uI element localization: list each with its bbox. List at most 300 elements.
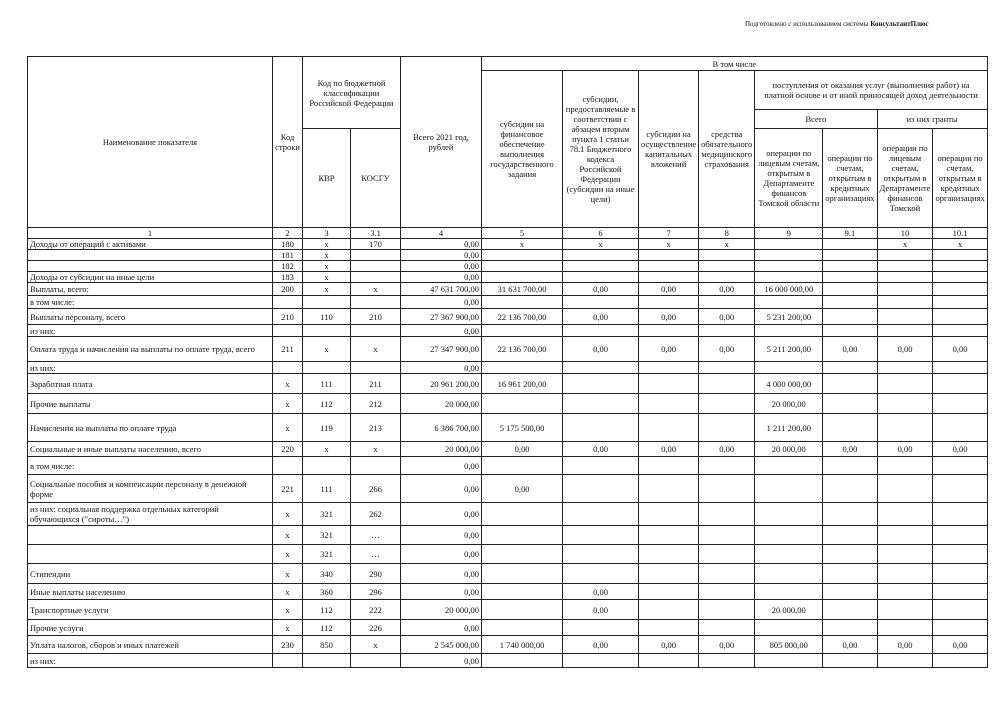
kosgu-cell <box>351 325 401 337</box>
subsidy-other-cell <box>563 362 639 374</box>
med-insurance-cell <box>699 620 755 636</box>
grant-credit-cell <box>933 457 987 475</box>
kvr-cell <box>303 654 351 668</box>
top-note-brand: КонсультантПлюс <box>870 20 929 28</box>
subsidy-other-cell <box>563 261 639 272</box>
ops-dept-cell: 5 211 200,00 <box>755 337 823 362</box>
subsidy-task-cell: 5 175 500,00 <box>482 414 563 442</box>
med-insurance-cell <box>699 545 755 564</box>
row-code-cell: x <box>273 620 303 636</box>
grant-credit-cell <box>933 414 987 442</box>
subsidy-task-cell <box>482 620 563 636</box>
subsidy-capital-cell: 0,00 <box>639 442 699 457</box>
indicator-name-cell: Выплаты персоналу, всего <box>28 309 273 325</box>
row-code-cell: 200 <box>273 283 303 296</box>
col-number: 9.1 <box>823 228 877 239</box>
indicator-name-cell <box>28 261 273 272</box>
ops-dept-cell: 20 000,00 <box>755 442 823 457</box>
table-row <box>28 309 988 325</box>
kosgu-cell <box>351 362 401 374</box>
ops-dept-cell: 4 000 000,00 <box>755 374 823 394</box>
subsidy-task-cell: 16 961 200,00 <box>482 374 563 394</box>
subsidy-task-cell: 1 740 000,00 <box>482 636 563 654</box>
grant-credit-cell <box>933 309 987 325</box>
header-grants: из них гранты <box>877 110 987 129</box>
ops-dept-cell: 20 000,00 <box>755 394 823 414</box>
table-row <box>28 394 988 414</box>
kosgu-cell: … <box>351 545 401 564</box>
kvr-cell: 111 <box>303 374 351 394</box>
grant-credit-cell <box>933 250 987 261</box>
ops-dept-cell: 16 000 000,00 <box>755 283 823 296</box>
indicator-name-cell: Оплата труда и начисления на выплаты по оплате труда, всего <box>28 337 273 362</box>
row-code-cell: 180 <box>273 239 303 250</box>
grant-credit-cell <box>933 296 987 309</box>
subsidy-capital-cell <box>639 600 699 620</box>
subsidy-capital-cell <box>639 457 699 475</box>
ops-dept-cell <box>755 620 823 636</box>
ops-credit-cell <box>823 475 877 503</box>
kosgu-cell: 262 <box>351 503 401 526</box>
subsidy-other-cell: 0,00 <box>563 600 639 620</box>
row-code-cell <box>273 296 303 309</box>
table-row <box>28 457 988 475</box>
table-row <box>28 296 988 309</box>
kvr-cell <box>303 362 351 374</box>
table-row <box>28 545 988 564</box>
ops-credit-cell <box>823 545 877 564</box>
subsidy-task-cell <box>482 526 563 545</box>
indicator-name-cell: Иные выплаты населению <box>28 584 273 600</box>
budget-table <box>27 56 988 668</box>
total-cell: 2 545 000,00 <box>401 636 482 654</box>
kosgu-cell: 213 <box>351 414 401 442</box>
grant-dept-cell <box>877 620 933 636</box>
kosgu-cell: 211 <box>351 374 401 394</box>
indicator-name-cell: Доходы от операций с активами <box>28 239 273 250</box>
grant-credit-cell <box>933 564 987 584</box>
header-med-insurance: средства обязательного медицинского страхования <box>699 71 755 228</box>
header-grant-dept: операции по лицевым счетам, открытым в Департаменте финансов Томской <box>877 129 933 228</box>
kvr-cell: 119 <box>303 414 351 442</box>
grant-dept-cell <box>877 457 933 475</box>
ops-dept-cell <box>755 272 823 283</box>
kvr-cell: 112 <box>303 600 351 620</box>
row-code-cell: x <box>273 600 303 620</box>
subsidy-capital-cell: x <box>639 239 699 250</box>
kvr-cell: 321 <box>303 545 351 564</box>
med-insurance-cell: 0,00 <box>699 442 755 457</box>
subsidy-capital-cell: 0,00 <box>639 309 699 325</box>
kvr-cell: x <box>303 442 351 457</box>
col-number: 2 <box>273 228 303 239</box>
total-cell: 0,00 <box>401 325 482 337</box>
indicator-name-cell <box>28 526 273 545</box>
grant-credit-cell <box>933 272 987 283</box>
grant-dept-cell <box>877 503 933 526</box>
med-insurance-cell <box>699 503 755 526</box>
kosgu-cell: 222 <box>351 600 401 620</box>
subsidy-other-cell <box>563 475 639 503</box>
row-code-cell <box>273 457 303 475</box>
subsidy-other-cell: 0,00 <box>563 337 639 362</box>
subsidy-capital-cell <box>639 564 699 584</box>
indicator-name-cell: Социальные пособия и компенсации персоналу в денежной форме <box>28 475 273 503</box>
grant-credit-cell <box>933 545 987 564</box>
row-code-cell: x <box>273 394 303 414</box>
total-cell: 0,00 <box>401 272 482 283</box>
table-row <box>28 600 988 620</box>
row-code-cell: 230 <box>273 636 303 654</box>
header-grant-credit: операции по счетам, открытым в кредитных организациях <box>933 129 987 228</box>
med-insurance-cell <box>699 584 755 600</box>
grant-credit-cell <box>933 394 987 414</box>
total-cell: 0,00 <box>401 564 482 584</box>
subsidy-task-cell <box>482 250 563 261</box>
grant-dept-cell <box>877 414 933 442</box>
subsidy-task-cell: 31 631 700,00 <box>482 283 563 296</box>
row-code-cell: 183 <box>273 272 303 283</box>
kosgu-cell: 226 <box>351 620 401 636</box>
subsidy-other-cell <box>563 503 639 526</box>
subsidy-other-cell <box>563 457 639 475</box>
grant-credit-cell: x <box>933 239 987 250</box>
indicator-name-cell: Выплаты, всего: <box>28 283 273 296</box>
kvr-cell: x <box>303 272 351 283</box>
ops-dept-cell <box>755 545 823 564</box>
ops-dept-cell: 20 000,00 <box>755 600 823 620</box>
ops-credit-cell <box>823 362 877 374</box>
subsidy-capital-cell <box>639 272 699 283</box>
header-subsidy-other: субсидии, предоставляемые в соответствии с абзацем вторым пункта 1 статьи 78.1 Бюджетного кодекса Российской Федерации (субсидии на иные цели) <box>563 71 639 228</box>
grant-credit-cell <box>933 654 987 668</box>
grant-credit-cell <box>933 283 987 296</box>
ops-dept-cell: 5 231 200,00 <box>755 309 823 325</box>
subsidy-task-cell <box>482 296 563 309</box>
subsidy-other-cell <box>563 564 639 584</box>
subsidy-task-cell: x <box>482 239 563 250</box>
indicator-name-cell: из них: <box>28 654 273 668</box>
table-row <box>28 362 988 374</box>
table-row <box>28 325 988 337</box>
kosgu-cell <box>351 272 401 283</box>
subsidy-task-cell: 0,00 <box>482 442 563 457</box>
header-subsidy-capital: субсидии на осуществление капитальных вложений <box>639 71 699 228</box>
table-row <box>28 272 988 283</box>
kosgu-cell <box>351 296 401 309</box>
table-row <box>28 250 988 261</box>
ops-credit-cell <box>823 584 877 600</box>
subsidy-capital-cell <box>639 545 699 564</box>
subsidy-capital-cell: 0,00 <box>639 636 699 654</box>
indicator-name-cell: из них: <box>28 362 273 374</box>
ops-credit-cell <box>823 394 877 414</box>
header-budget-class: Код по бюджетной классификации Российской Федерации <box>303 57 401 129</box>
indicator-name-cell: Начисления на выплаты по оплате труда <box>28 414 273 442</box>
grant-dept-cell: 0,00 <box>877 337 933 362</box>
subsidy-other-cell: 0,00 <box>563 636 639 654</box>
med-insurance-cell: 0,00 <box>699 636 755 654</box>
row-code-cell: x <box>273 564 303 584</box>
kvr-cell: 112 <box>303 394 351 414</box>
header-code: Код строки <box>273 57 303 228</box>
header-kvr: КВР <box>303 129 351 228</box>
subsidy-task-cell: 0,00 <box>482 475 563 503</box>
row-code-cell: x <box>273 374 303 394</box>
indicator-name-cell: Уплата налогов, сборов и иных платежей <box>28 636 273 654</box>
row-code-cell: x <box>273 414 303 442</box>
indicator-name-cell: в том числе: <box>28 457 273 475</box>
col-number: 5 <box>482 228 563 239</box>
subsidy-task-cell <box>482 564 563 584</box>
subsidy-other-cell: x <box>563 239 639 250</box>
ops-dept-cell <box>755 654 823 668</box>
subsidy-task-cell <box>482 654 563 668</box>
subsidy-task-cell <box>482 394 563 414</box>
ops-credit-cell <box>823 414 877 442</box>
row-code-cell: x <box>273 526 303 545</box>
kosgu-cell: x <box>351 337 401 362</box>
subsidy-other-cell <box>563 526 639 545</box>
kvr-cell: x <box>303 250 351 261</box>
table-row <box>28 239 988 250</box>
ops-credit-cell <box>823 272 877 283</box>
subsidy-task-cell: 22 136 700,00 <box>482 309 563 325</box>
indicator-name-cell: Заработная плата <box>28 374 273 394</box>
subsidy-capital-cell: 0,00 <box>639 283 699 296</box>
grant-dept-cell <box>877 272 933 283</box>
table-header <box>28 57 988 239</box>
header-name: Наименование показателя <box>28 57 273 228</box>
kvr-cell: 112 <box>303 620 351 636</box>
ops-credit-cell <box>823 325 877 337</box>
grant-dept-cell <box>877 362 933 374</box>
header-ops-dept: операции по лицевым счетам, открытым в Департаменте финансов Томской области <box>755 129 823 228</box>
ops-dept-cell <box>755 475 823 503</box>
indicator-name-cell <box>28 250 273 261</box>
subsidy-capital-cell <box>639 620 699 636</box>
table-row <box>28 283 988 296</box>
header-ops-credit: операции по счетам, открытым в кредитных организациях <box>823 129 877 228</box>
col-number: 8 <box>699 228 755 239</box>
total-cell: 0,00 <box>401 261 482 272</box>
kosgu-cell: 170 <box>351 239 401 250</box>
ops-credit-cell <box>823 261 877 272</box>
kvr-cell <box>303 296 351 309</box>
total-cell: 27 347 900,00 <box>401 337 482 362</box>
indicator-name-cell: Прочие услуги <box>28 620 273 636</box>
grant-credit-cell: 0,00 <box>933 636 987 654</box>
grant-dept-cell: 0,00 <box>877 442 933 457</box>
total-cell: 0,00 <box>401 362 482 374</box>
subsidy-capital-cell <box>639 374 699 394</box>
ops-credit-cell: 0,00 <box>823 636 877 654</box>
row-code-cell: 182 <box>273 261 303 272</box>
indicator-name-cell: Социальные и иные выплаты населению, всего <box>28 442 273 457</box>
ops-credit-cell: 0,00 <box>823 442 877 457</box>
med-insurance-cell <box>699 600 755 620</box>
row-code-cell: 211 <box>273 337 303 362</box>
col-number: 3.1 <box>351 228 401 239</box>
subsidy-task-cell <box>482 272 563 283</box>
header-all: Всего <box>755 110 877 129</box>
grant-credit-cell <box>933 325 987 337</box>
subsidy-capital-cell <box>639 503 699 526</box>
col-number: 9 <box>755 228 823 239</box>
subsidy-capital-cell <box>639 394 699 414</box>
total-cell: 0,00 <box>401 239 482 250</box>
total-cell: 0,00 <box>401 250 482 261</box>
subsidy-task-cell <box>482 545 563 564</box>
grant-dept-cell <box>877 526 933 545</box>
total-cell: 6 386 700,00 <box>401 414 482 442</box>
subsidy-capital-cell <box>639 526 699 545</box>
grant-dept-cell <box>877 250 933 261</box>
table-row <box>28 261 988 272</box>
indicator-name-cell <box>28 545 273 564</box>
kvr-cell <box>303 457 351 475</box>
column-numbers-row <box>28 228 988 239</box>
ops-dept-cell: 1 211 200,00 <box>755 414 823 442</box>
med-insurance-cell: 0,00 <box>699 283 755 296</box>
ops-dept-cell <box>755 325 823 337</box>
total-cell: 20 000,00 <box>401 600 482 620</box>
ops-dept-cell <box>755 250 823 261</box>
grant-dept-cell: 0,00 <box>877 636 933 654</box>
kvr-cell: x <box>303 337 351 362</box>
kvr-cell: x <box>303 239 351 250</box>
subsidy-other-cell <box>563 374 639 394</box>
table-row <box>28 584 988 600</box>
kosgu-cell: 266 <box>351 475 401 503</box>
med-insurance-cell: 0,00 <box>699 309 755 325</box>
ops-credit-cell <box>823 457 877 475</box>
ops-dept-cell <box>755 296 823 309</box>
subsidy-capital-cell <box>639 654 699 668</box>
grant-dept-cell <box>877 309 933 325</box>
med-insurance-cell <box>699 414 755 442</box>
row-code-cell: 181 <box>273 250 303 261</box>
ops-dept-cell <box>755 584 823 600</box>
ops-credit-cell <box>823 654 877 668</box>
total-cell: 47 631 700,00 <box>401 283 482 296</box>
header-paid-services: поступления от оказания услуг (выполнения работ) на платной основе и от иной приносящей доход деятельности <box>755 71 987 110</box>
med-insurance-cell <box>699 374 755 394</box>
ops-credit-cell <box>823 283 877 296</box>
ops-credit-cell <box>823 239 877 250</box>
med-insurance-cell <box>699 325 755 337</box>
subsidy-other-cell <box>563 414 639 442</box>
table-row <box>28 636 988 654</box>
col-number: 3 <box>303 228 351 239</box>
table-row <box>28 503 988 526</box>
indicator-name-cell: Доходы от субсидии на иные цели <box>28 272 273 283</box>
grant-dept-cell <box>877 584 933 600</box>
grant-dept-cell <box>877 394 933 414</box>
kosgu-cell <box>351 457 401 475</box>
subsidy-other-cell <box>563 394 639 414</box>
row-code-cell: 220 <box>273 442 303 457</box>
kvr-cell: 850 <box>303 636 351 654</box>
grant-credit-cell <box>933 526 987 545</box>
grant-dept-cell <box>877 261 933 272</box>
subsidy-capital-cell <box>639 362 699 374</box>
kvr-cell: 111 <box>303 475 351 503</box>
total-cell: 0,00 <box>401 526 482 545</box>
med-insurance-cell <box>699 394 755 414</box>
ops-dept-cell <box>755 503 823 526</box>
subsidy-capital-cell <box>639 584 699 600</box>
table-row <box>28 526 988 545</box>
grant-dept-cell <box>877 283 933 296</box>
ops-dept-cell <box>755 526 823 545</box>
ops-dept-cell <box>755 457 823 475</box>
grant-dept-cell <box>877 564 933 584</box>
subsidy-task-cell <box>482 325 563 337</box>
row-code-cell <box>273 325 303 337</box>
subsidy-capital-cell <box>639 325 699 337</box>
total-cell: 20 000,00 <box>401 442 482 457</box>
subsidy-task-cell <box>482 584 563 600</box>
row-code-cell: x <box>273 503 303 526</box>
subsidy-task-cell: 22 136 700,00 <box>482 337 563 362</box>
kvr-cell: x <box>303 261 351 272</box>
table-row <box>28 442 988 457</box>
ops-credit-cell <box>823 296 877 309</box>
subsidy-other-cell: 0,00 <box>563 584 639 600</box>
table-row <box>28 620 988 636</box>
col-number: 7 <box>639 228 699 239</box>
ops-dept-cell <box>755 564 823 584</box>
subsidy-other-cell <box>563 250 639 261</box>
grant-credit-cell <box>933 362 987 374</box>
med-insurance-cell <box>699 296 755 309</box>
subsidy-task-cell <box>482 600 563 620</box>
kvr-cell: 340 <box>303 564 351 584</box>
kosgu-cell <box>351 261 401 272</box>
subsidy-other-cell <box>563 654 639 668</box>
indicator-name-cell: Стипендии <box>28 564 273 584</box>
subsidy-capital-cell <box>639 414 699 442</box>
indicator-name-cell: в том числе: <box>28 296 273 309</box>
ops-credit-cell: 0,00 <box>823 337 877 362</box>
table-row <box>28 414 988 442</box>
kvr-cell: 110 <box>303 309 351 325</box>
col-number: 10.1 <box>933 228 987 239</box>
ops-credit-cell <box>823 526 877 545</box>
row-code-cell <box>273 654 303 668</box>
grant-credit-cell <box>933 374 987 394</box>
total-cell: 0,00 <box>401 475 482 503</box>
grant-dept-cell <box>877 296 933 309</box>
kosgu-cell: … <box>351 526 401 545</box>
med-insurance-cell <box>699 272 755 283</box>
subsidy-other-cell: 0,00 <box>563 283 639 296</box>
header-kosgu: КОСГУ <box>351 129 401 228</box>
row-code-cell: 210 <box>273 309 303 325</box>
ops-dept-cell <box>755 362 823 374</box>
med-insurance-cell <box>699 362 755 374</box>
row-code-cell: x <box>273 584 303 600</box>
top-note <box>745 20 975 28</box>
header-including: В том числе <box>482 57 988 71</box>
subsidy-other-cell: 0,00 <box>563 442 639 457</box>
indicator-name-cell: из них: социальная поддержка отдельных категорий обучающихся ("сироты…") <box>28 503 273 526</box>
grant-dept-cell <box>877 325 933 337</box>
col-number: 10 <box>877 228 933 239</box>
med-insurance-cell <box>699 526 755 545</box>
subsidy-other-cell <box>563 545 639 564</box>
